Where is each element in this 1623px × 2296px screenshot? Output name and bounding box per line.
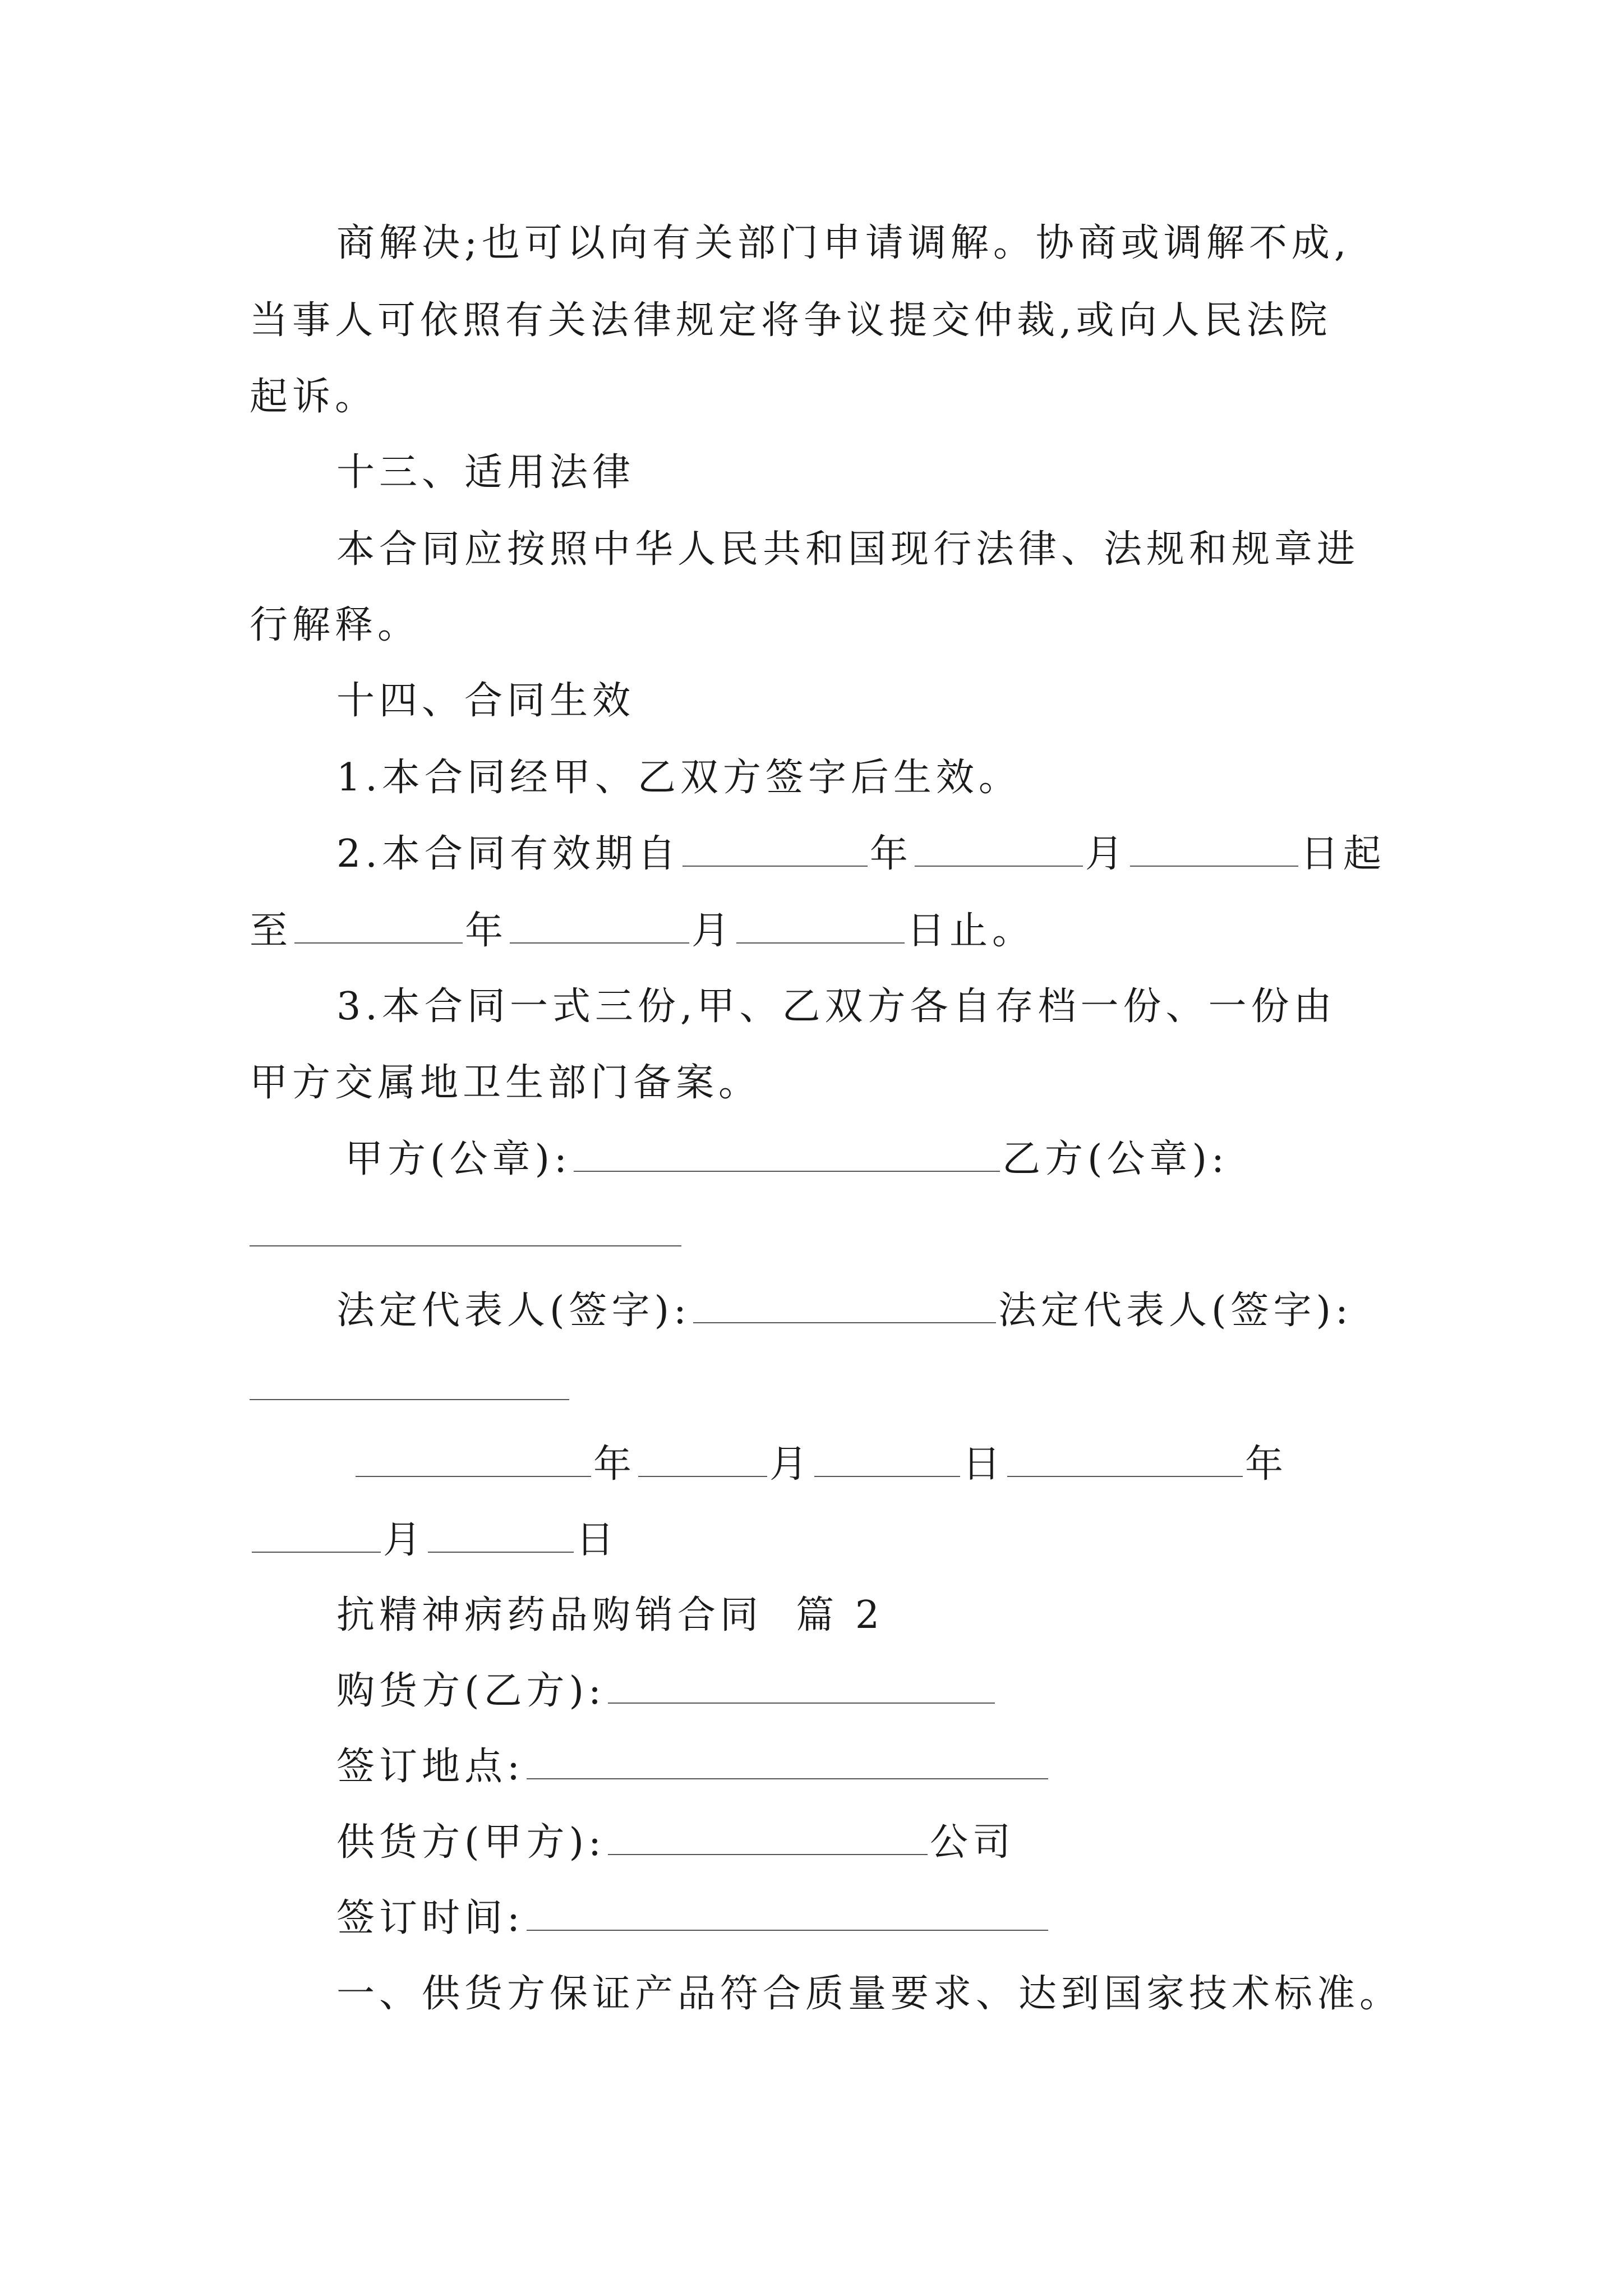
year-blank[interactable]	[356, 1446, 591, 1477]
supplier-blank[interactable]	[608, 1824, 928, 1855]
clause-item-3-cont: 甲方交属地卫生部门备案。	[250, 1061, 762, 1105]
paragraph-line: 起诉。	[250, 375, 378, 419]
date-row-cont	[250, 1518, 619, 1563]
contract-2-title: 抗精神病药品购销合同 篇 2	[336, 1593, 884, 1637]
time-blank[interactable]	[527, 1899, 1048, 1931]
time-label: 签订时间:	[336, 1896, 524, 1940]
party-b-seal-blank[interactable]	[250, 1244, 681, 1246]
month-blank[interactable]	[510, 912, 689, 944]
year-label: 年	[869, 832, 912, 876]
clause-1: 一、供货方保证产品符合质量要求、达到国家技术标准。	[336, 1972, 1403, 2016]
section-13-heading: 十三、适用法律	[336, 450, 635, 495]
year-blank[interactable]	[294, 912, 463, 944]
time-row	[336, 1896, 1050, 1941]
buyer-label: 购货方(乙方):	[336, 1669, 606, 1713]
supplier-label: 供货方(甲方):	[336, 1820, 606, 1865]
section-14-heading: 十四、合同生效	[336, 679, 635, 723]
month-label: 月	[1085, 832, 1128, 876]
month-blank[interactable]	[638, 1446, 767, 1477]
month-label: 月	[691, 909, 735, 953]
party-a-seal-label: 甲方(公章):	[345, 1137, 571, 1181]
buyer-row	[336, 1669, 997, 1714]
clause-item-2	[336, 832, 1386, 877]
date-row	[353, 1442, 1288, 1487]
day-blank[interactable]	[736, 912, 905, 944]
clause-item-2-cont	[250, 909, 1035, 954]
clause-item-1: 1.本合同经甲、乙双方签字后生效。	[336, 756, 1021, 800]
supplier-row	[336, 1820, 1015, 1865]
day-blank[interactable]	[814, 1446, 960, 1477]
day-label: 日止。	[907, 909, 1035, 953]
day-blank[interactable]	[1130, 835, 1298, 867]
rep-b-blank[interactable]	[250, 1398, 569, 1400]
day-label: 日	[576, 1518, 619, 1562]
month-blank[interactable]	[252, 1521, 381, 1553]
month-blank[interactable]	[915, 835, 1083, 867]
paragraph-line: 本合同应按照中华人民共和国现行法律、法规和规章进	[336, 527, 1360, 572]
year-label: 年	[1245, 1442, 1288, 1487]
day-label: 日起	[1300, 832, 1386, 876]
month-label: 月	[383, 1518, 426, 1562]
day-blank[interactable]	[428, 1521, 574, 1553]
month-label: 月	[769, 1442, 813, 1487]
paragraph-line: 当事人可依照有关法律规定将争议提交仲裁,或向人民法院	[250, 298, 1332, 343]
year-blank[interactable]	[683, 835, 868, 867]
seal-row	[345, 1137, 1229, 1182]
buyer-blank[interactable]	[608, 1672, 995, 1704]
clause-text: 2.本合同有效期自	[336, 832, 680, 876]
clause-item-3: 3.本合同一式三份,甲、乙双方各自存档一份、一份由	[336, 984, 1336, 1029]
day-label: 日	[962, 1442, 1006, 1487]
rep-a-blank[interactable]	[693, 1292, 996, 1323]
year-blank[interactable]	[1007, 1446, 1243, 1477]
year-label: 年	[593, 1442, 637, 1487]
representative-row	[336, 1289, 1353, 1333]
year-label: 年	[465, 909, 508, 953]
place-label: 签订地点:	[336, 1745, 524, 1789]
party-b-seal-label: 乙方(公章):	[1002, 1137, 1229, 1181]
place-blank[interactable]	[527, 1748, 1048, 1779]
place-row	[336, 1745, 1050, 1789]
rep-b-label: 法定代表人(签字):	[998, 1289, 1353, 1333]
rep-a-label: 法定代表人(签字):	[336, 1289, 691, 1333]
paragraph-line: 商解决;也可以向有关部门申请调解。协商或调解不成,	[336, 221, 1351, 265]
party-a-seal-blank[interactable]	[574, 1140, 1000, 1172]
clause-text: 至	[250, 909, 293, 953]
supplier-suffix: 公司	[929, 1820, 1015, 1865]
paragraph-line: 行解释。	[250, 603, 421, 647]
